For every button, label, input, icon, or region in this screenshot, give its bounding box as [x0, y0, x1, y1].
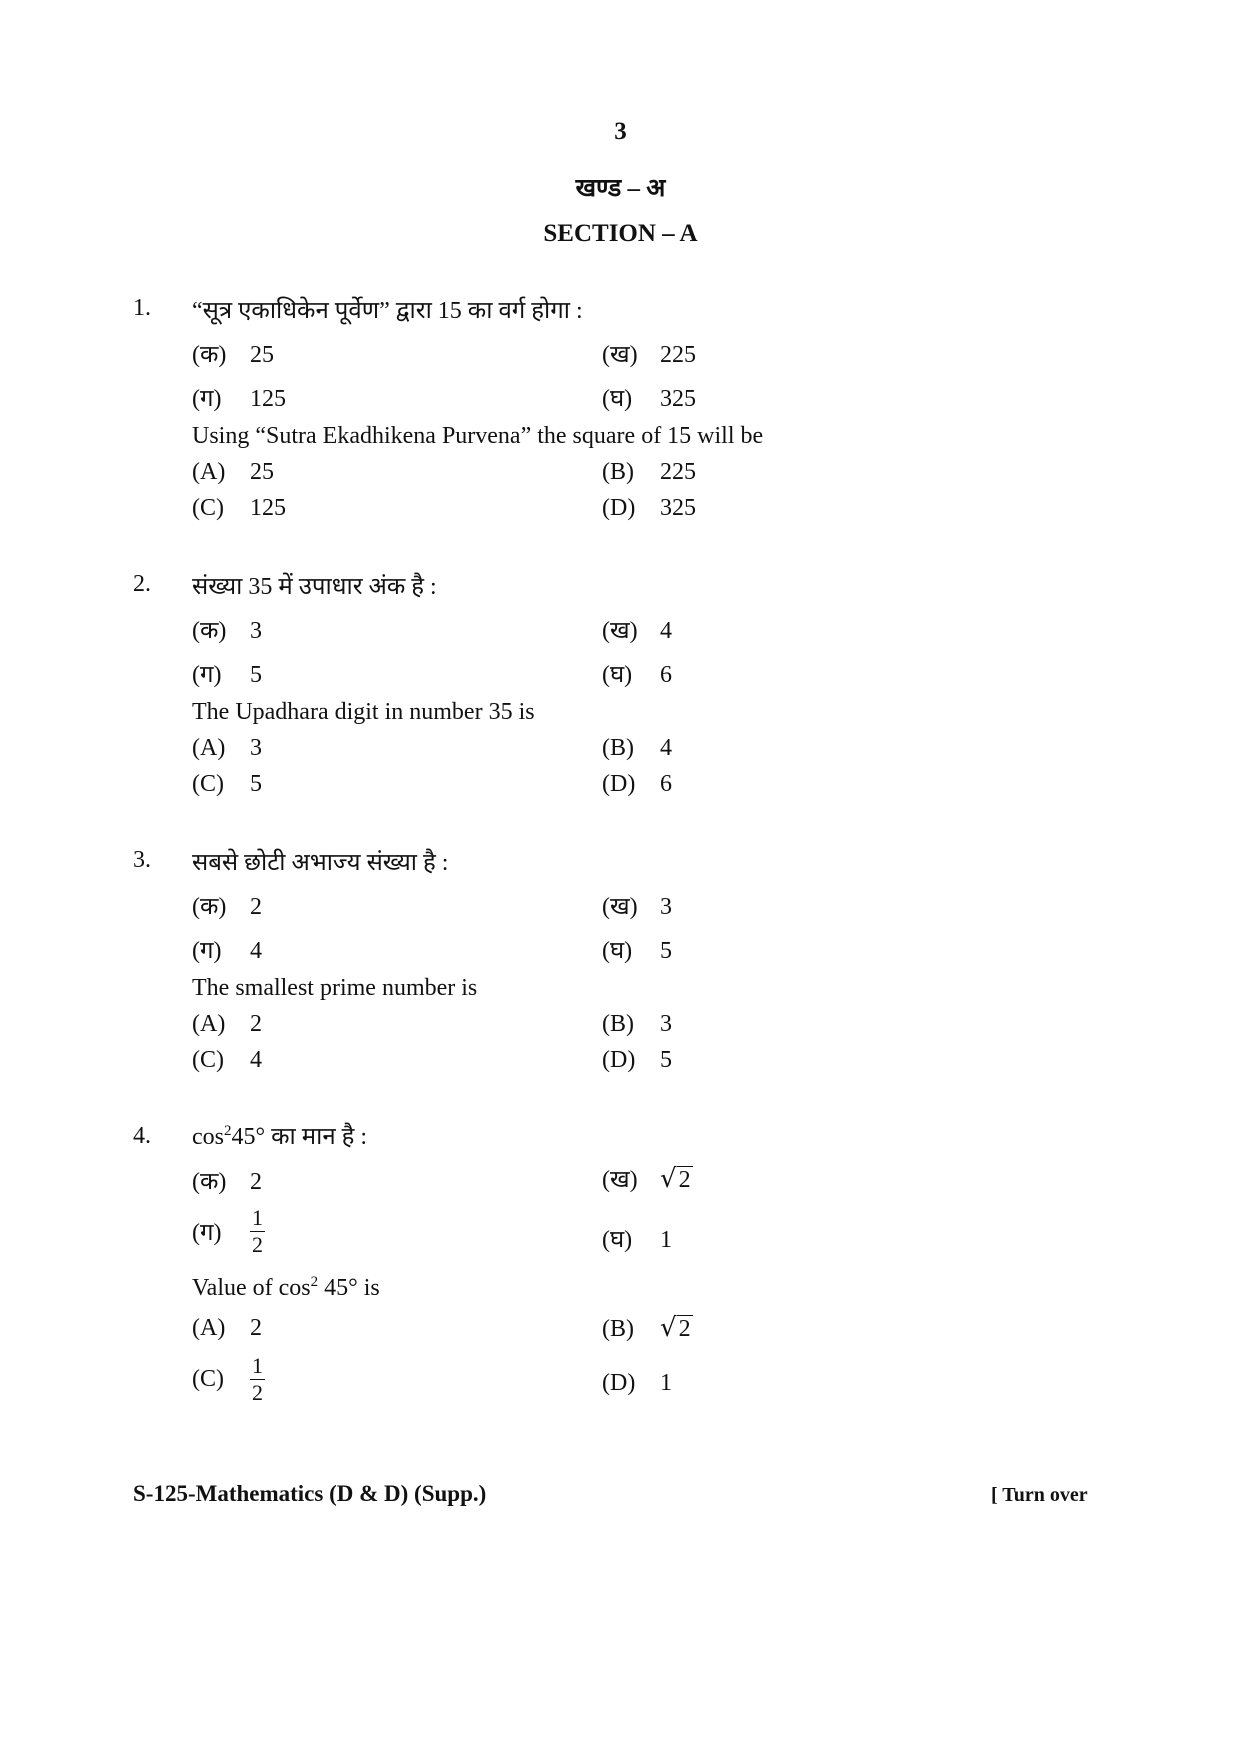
- option-value: 125: [250, 495, 286, 521]
- option-ka: [192, 337, 274, 370]
- option-label: (घ): [602, 662, 633, 688]
- option-label: (C): [192, 771, 224, 797]
- option-value: 2: [250, 1011, 262, 1037]
- question-number: 1.: [133, 295, 151, 321]
- option-b: [602, 1313, 693, 1343]
- option-value: 325: [660, 386, 696, 412]
- fraction-value: $\frac{1}{2}$: [252, 1205, 263, 1257]
- option-ga: [192, 657, 262, 690]
- option-value: 4: [250, 938, 262, 964]
- option-label: (A): [192, 1011, 226, 1037]
- option-label: (ग): [192, 1220, 222, 1246]
- option-label: (D): [602, 771, 636, 797]
- option-gha: [602, 657, 672, 690]
- option-label: (ख): [602, 342, 638, 368]
- option-a: [192, 1315, 262, 1342]
- option-b: [602, 735, 672, 762]
- option-value: 125: [250, 386, 286, 412]
- question-text-english: Value of $\cos^2 45^\circ$ is: [192, 1274, 380, 1301]
- option-value: 2: [250, 1169, 262, 1195]
- option-label: (क): [192, 894, 227, 920]
- option-ka: [192, 889, 262, 922]
- question-number: 3.: [133, 847, 151, 873]
- option-value: 5: [660, 1047, 672, 1073]
- page-number: 3: [614, 118, 627, 145]
- option-value: 4: [250, 1047, 262, 1073]
- option-value: 225: [660, 459, 696, 485]
- question-number: 2.: [133, 571, 151, 597]
- option-kha: [602, 1162, 693, 1195]
- option-a: [192, 459, 274, 486]
- option-label: (A): [192, 1315, 226, 1341]
- option-value: 2: [250, 1315, 262, 1341]
- option-value: 3: [660, 894, 672, 920]
- option-value: 1: [660, 1370, 672, 1396]
- question-text-hindi: $\cos^245^\circ$ का मान है :: [192, 1123, 368, 1150]
- question-text-hindi: “सूत्र एकाधिकेन पूर्वेण” द्वारा 15 का वर्ग होगा :: [192, 298, 583, 324]
- option-ga: [192, 381, 286, 414]
- section-title-hindi: खण्ड – अ: [575, 175, 666, 202]
- option-label: (C): [192, 1366, 224, 1392]
- question-text-hindi: सबसे छोटी अभाज्य संख्या है :: [192, 850, 449, 876]
- option-kha: [602, 889, 672, 922]
- option-value: 4: [660, 618, 672, 644]
- option-kha: [602, 337, 696, 370]
- option-label: (ग): [192, 938, 222, 964]
- option-ka: [192, 613, 262, 646]
- option-kha: [602, 613, 672, 646]
- fraction-value: $\frac{1}{2}$: [252, 1353, 263, 1405]
- option-gha: [602, 381, 696, 414]
- option-label: (C): [192, 1047, 224, 1073]
- option-label: (A): [192, 459, 226, 485]
- option-value: 1: [660, 1227, 672, 1253]
- option-value: 25: [250, 342, 274, 368]
- option-ga: [192, 1205, 265, 1258]
- option-a: [192, 1011, 262, 1038]
- option-value: 5: [250, 771, 262, 797]
- option-label: (D): [602, 1370, 636, 1396]
- option-value: 3: [660, 1011, 672, 1037]
- option-label: (ग): [192, 662, 222, 688]
- option-label: (घ): [602, 938, 633, 964]
- option-d: [602, 771, 672, 798]
- section-title-english: SECTION – A: [543, 220, 698, 247]
- option-c: [192, 495, 286, 522]
- option-label: (ख): [602, 1167, 638, 1193]
- option-value: 25: [250, 459, 274, 485]
- sqrt-value: √2: [660, 1164, 691, 1194]
- option-d: [602, 1047, 672, 1074]
- option-label: (क): [192, 342, 227, 368]
- option-c: [192, 1353, 265, 1406]
- option-gha: [602, 933, 672, 966]
- question-text-english: The Upadhara digit in number 35 is: [192, 699, 535, 725]
- option-label: (D): [602, 1047, 636, 1073]
- option-label: (B): [602, 735, 634, 761]
- option-value: 6: [660, 662, 672, 688]
- option-label: (A): [192, 735, 226, 761]
- question-text-english: Using “Sutra Ekadhikena Purvena” the square of 15 will be: [192, 423, 764, 449]
- option-b: [602, 459, 696, 486]
- footer-turn-over: [ Turn over: [991, 1484, 1088, 1506]
- option-value: 6: [660, 771, 672, 797]
- option-c: [192, 1047, 262, 1074]
- option-value: 3: [250, 618, 262, 644]
- option-value: 5: [250, 662, 262, 688]
- option-value: 4: [660, 735, 672, 761]
- option-label: (B): [602, 1011, 634, 1037]
- option-value: 225: [660, 342, 696, 368]
- option-gha: [602, 1222, 672, 1255]
- option-label: (क): [192, 1169, 227, 1195]
- option-label: (ख): [602, 618, 638, 644]
- option-label: (D): [602, 495, 636, 521]
- option-ga: [192, 933, 262, 966]
- option-value: 5: [660, 938, 672, 964]
- sqrt-value: √2: [660, 1313, 691, 1343]
- question-text-hindi: संख्या 35 में उपाधार अंक है :: [192, 574, 437, 600]
- option-d: [602, 495, 696, 522]
- option-label: (C): [192, 495, 224, 521]
- option-a: [192, 735, 262, 762]
- option-label: (क): [192, 618, 227, 644]
- question-text-english: The smallest prime number is: [192, 975, 478, 1001]
- option-label: (घ): [602, 1227, 633, 1253]
- option-label: (B): [602, 459, 634, 485]
- footer-paper-code: S-125-Mathematics (D & D) (Supp.): [133, 1481, 487, 1506]
- option-c: [192, 771, 262, 798]
- option-label: (घ): [602, 386, 633, 412]
- question-number: 4.: [133, 1123, 151, 1149]
- option-value: 3: [250, 735, 262, 761]
- option-b: [602, 1011, 672, 1038]
- option-ka: [192, 1164, 262, 1197]
- option-value: 2: [250, 894, 262, 920]
- option-label: (ग): [192, 386, 222, 412]
- option-value: 325: [660, 495, 696, 521]
- option-d: [602, 1370, 672, 1397]
- option-label: (B): [602, 1316, 634, 1342]
- option-label: (ख): [602, 894, 638, 920]
